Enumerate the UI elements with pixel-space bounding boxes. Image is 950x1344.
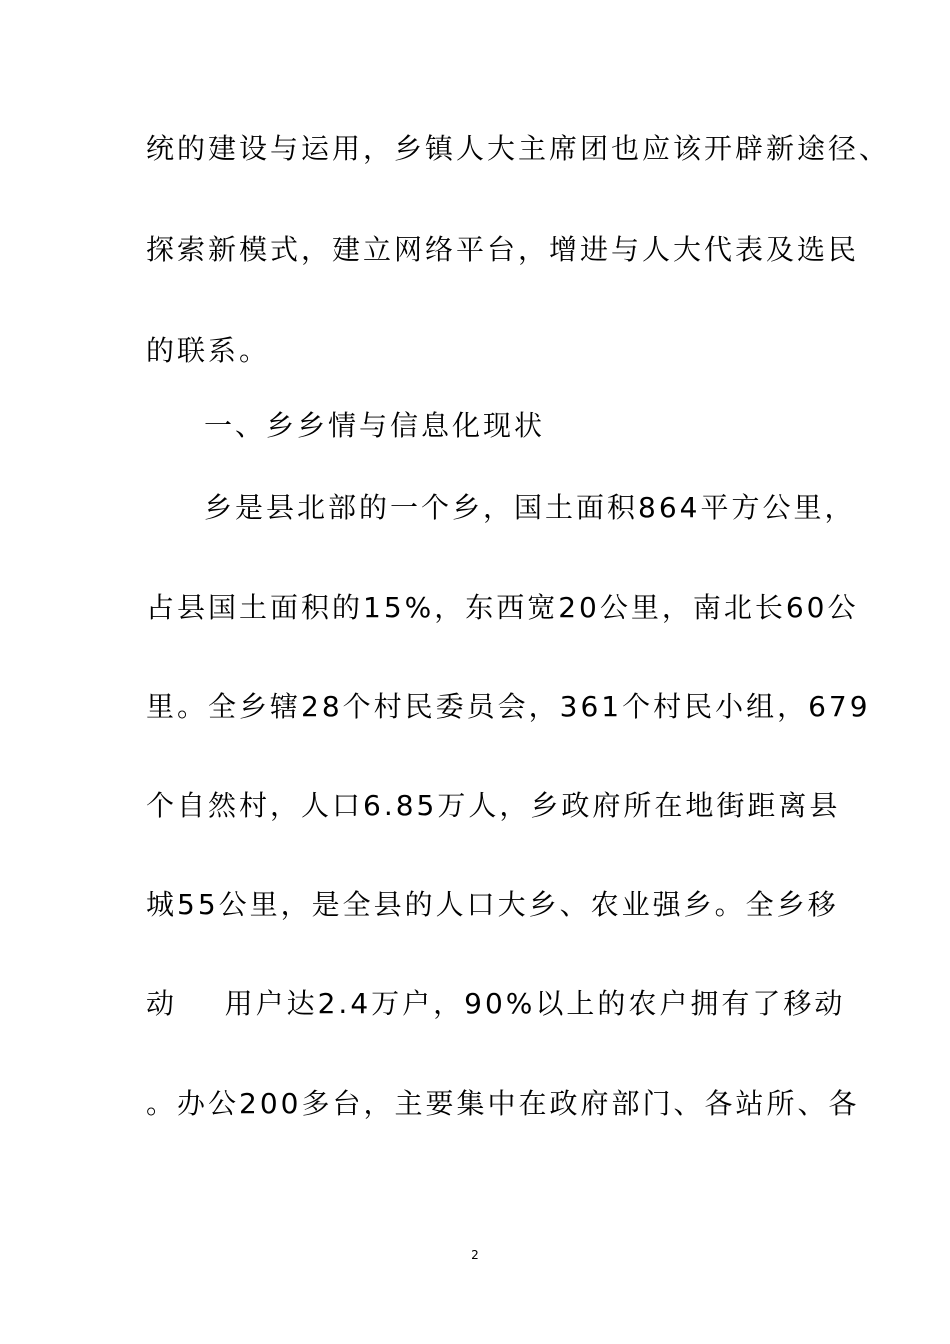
text-line-9: 城55公里，是全县的人口大乡、农业强乡。全乡移 bbox=[146, 888, 839, 921]
text-line-2: 探索新模式，建立网络平台，增进与人大代表及选民 bbox=[146, 233, 860, 266]
text-line-7: 里。全乡辖28个村民委员会，361个村民小组，679 bbox=[146, 690, 871, 723]
text-line-5: 乡是县北部的一个乡，国土面积864平方公里， bbox=[204, 491, 856, 524]
text-line-3: 的联系。 bbox=[146, 334, 271, 367]
text-line-8: 个自然村，人口6.85万人，乡政府所在地街距离县 bbox=[146, 789, 841, 822]
text-line-11: 。办公200多台，主要集中在政府部门、各站所、各 bbox=[146, 1087, 860, 1120]
section-heading: 一、乡乡情与信息化现状 bbox=[204, 409, 546, 442]
page-number: 2 bbox=[471, 1248, 479, 1262]
text-line-10: 动 用户达2.4万户，90%以上的农户拥有了移动 bbox=[146, 987, 846, 1020]
text-line-1: 统的建设与运用，乡镇人大主席团也应该开辟新途径、 bbox=[146, 132, 891, 165]
text-line-6: 占县国土面积的15%，东西宽20公里，南北长60公 bbox=[146, 591, 859, 624]
